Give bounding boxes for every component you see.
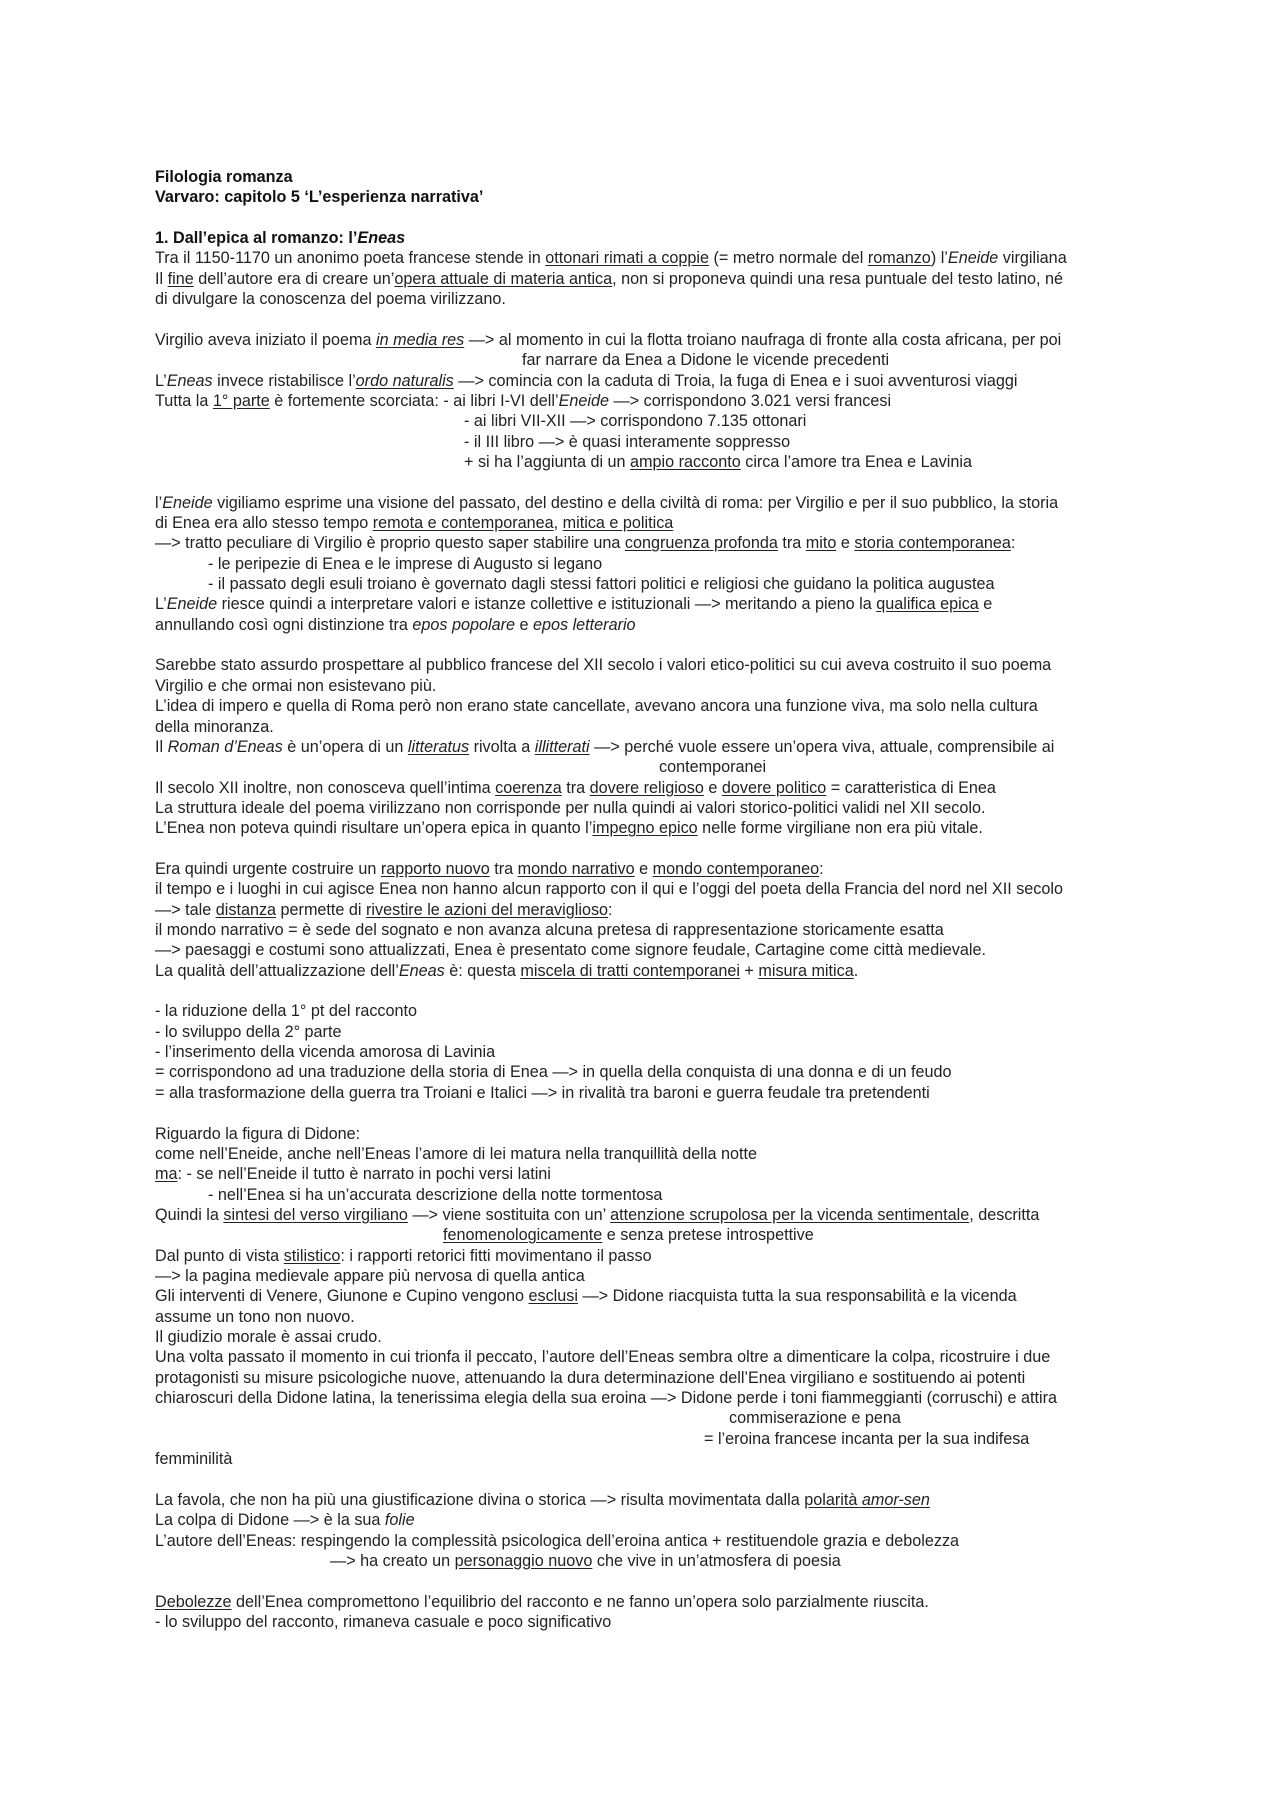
text-line xyxy=(155,1592,929,1612)
text-segment: La struttura ideale del poema virilizzano non corrisponde per nulla quindi ai valori storico-politici validi nel XII secolo. xyxy=(155,798,986,817)
text-segment: ) l’ xyxy=(930,249,948,268)
text-segment: Virgilio e che ormai non esistevano più. xyxy=(155,676,437,695)
text-segment: virgiliana xyxy=(998,249,1067,268)
text-segment: = alla trasformazione della guerra tra Troiani e Italici —> in rivalità tra baroni e guerra feudale tra pretendenti xyxy=(155,1083,930,1102)
text-segment: protagonisti su misure psicologiche nuove, attenuando la dura determinazione dell’Enea virgiliano e sostituendo ai potenti xyxy=(155,1368,1026,1387)
text-line xyxy=(155,1124,360,1144)
text-segment: L’autore dell’Eneas: respingendo la complessità psicologica dell’eroina antica + restituendole grazia e debolezza xyxy=(155,1531,960,1550)
text-segment: invece ristabilisce l’ xyxy=(212,371,356,390)
italic-term: Eneide xyxy=(166,595,218,614)
text-line xyxy=(155,391,891,411)
underlined-term: distanza xyxy=(215,900,277,919)
italic-term: Roman d’Eneas xyxy=(167,737,283,756)
text-segment: , non si proponeva quindi una resa puntuale del testo latino, né xyxy=(612,269,1064,288)
text-segment: è un’opera di un xyxy=(282,737,408,756)
italic-term: epos popolare xyxy=(412,615,515,634)
text-segment: femminilità xyxy=(155,1450,233,1469)
text-line xyxy=(704,1429,1029,1449)
text-segment: : xyxy=(608,900,613,919)
text-segment: è fortemente scorciata: - ai libri I-VI dell’ xyxy=(269,391,559,410)
text-segment: La colpa di Didone —> è la sua xyxy=(155,1511,385,1530)
underlined-term: romanzo xyxy=(867,249,931,268)
text-segment: - le peripezie di Enea e le imprese di Augusto si legano xyxy=(208,554,603,573)
text-line xyxy=(155,1144,757,1164)
text-line xyxy=(155,1062,951,1082)
text-segment: come nell’Eneide, anche nell’Eneas l’amore di lei matura nella tranquillità della notte xyxy=(155,1144,757,1163)
text-segment: —> viene sostituita con un’ xyxy=(407,1205,611,1224)
text-segment: = caratteristica di Enea xyxy=(826,778,996,797)
text-line xyxy=(155,859,824,879)
text-segment: riesce quindi a interpretare valori e istanze collettive e istituzionali —> meritando a pieno la xyxy=(217,595,877,614)
text-segment: Virgilio aveva iniziato il poema xyxy=(155,330,377,349)
text-segment: - il passato degli esuli troiano è governato dagli stessi fattori politici e religiosi che guidano la politica augustea xyxy=(208,575,995,593)
text-segment: La favola, che non ha più una giustificazione divina o storica —> risulta movimentata dalla xyxy=(155,1490,805,1509)
text-segment: nelle forme virgiliane non era più vitale. xyxy=(697,819,983,838)
text-line xyxy=(464,411,806,431)
underlined-term: ma xyxy=(155,1165,178,1184)
text-line xyxy=(155,1449,232,1469)
text-line xyxy=(155,1205,1039,1225)
text-line xyxy=(208,1185,662,1205)
text-segment: dell’Enea compromettono l’equilibrio del racconto e ne fanno un’opera solo parzialmente riuscita. xyxy=(231,1592,929,1611)
text-line xyxy=(155,1612,611,1632)
italic-term: Eneas xyxy=(166,371,213,390)
text-line xyxy=(155,228,405,248)
text-line xyxy=(155,1022,341,1042)
underlined-term: congruenza profonda xyxy=(624,534,778,553)
text-line xyxy=(155,1001,417,1021)
underlined-term: dovere politico xyxy=(721,778,827,797)
text-segment: Tutta la xyxy=(155,391,213,410)
underlined-term: personaggio nuovo xyxy=(454,1551,593,1570)
text-segment: dell’autore era di creare un’ xyxy=(193,269,395,288)
text-line xyxy=(155,1490,930,1510)
italic-term: epos letterario xyxy=(532,615,636,634)
text-line xyxy=(155,289,506,309)
text-segment: , descritta xyxy=(969,1205,1040,1224)
text-segment: Era quindi urgente costruire un xyxy=(155,859,381,878)
text-line xyxy=(155,533,1015,553)
text-segment: - ai libri VII-XII —> corrispondono 7.135 ottonari xyxy=(464,412,807,431)
text-segment: —> al momento in cui la flotta troiano naufraga di fronte alla costa africana, per poi xyxy=(464,330,1062,349)
text-segment: Tra il 1150-1170 un anonimo poeta francese stende in xyxy=(155,249,546,268)
text-line xyxy=(464,452,972,472)
text-segment: : i rapporti retorici fitti movimentano il passo xyxy=(340,1246,652,1265)
text-segment: + si ha l’aggiunta di un xyxy=(464,452,631,471)
text-segment: vigiliamo esprime una visione del passato, del destino e della civiltà di roma: per Virgilio e per il suo pubblico, la storia xyxy=(212,493,1059,512)
text-segment: —> ha creato un xyxy=(330,1551,455,1570)
underlined-term: mondo narrativo xyxy=(517,859,635,878)
text-segment: e xyxy=(978,595,993,614)
text-segment: assume un tono non nuovo. xyxy=(155,1307,355,1326)
text-segment: = corrispondono ad una traduzione della storia di Enea —> in quella della conquista di una donna e di un feudo xyxy=(155,1063,952,1082)
underlined-term: ordo naturalis xyxy=(355,371,454,390)
text-line xyxy=(443,1225,814,1245)
italic-term: Eneide xyxy=(947,249,999,268)
text-line xyxy=(155,269,1063,289)
underlined-term: amor-sen xyxy=(861,1490,930,1509)
underlined-term: stilistico xyxy=(283,1246,341,1265)
text-segment: L’idea di impero e quella di Roma però non erano state cancellate, avevano ancora una funzione viva, ma solo nella cultura xyxy=(155,697,1038,716)
text-segment: l’ xyxy=(155,493,163,512)
text-segment: : xyxy=(1010,534,1016,553)
text-line xyxy=(155,248,1067,268)
text-segment: —> la pagina medievale appare più nervosa di quella antica xyxy=(155,1266,585,1285)
underlined-term: sintesi del verso virgiliano xyxy=(223,1205,408,1224)
text-segment: L’Enea non poteva quindi risultare un’opera epica in quanto l’ xyxy=(155,819,593,838)
text-line xyxy=(155,798,986,818)
text-line xyxy=(155,1246,652,1266)
underlined-term: remota e contemporanea xyxy=(372,514,554,532)
text-segment: tra xyxy=(489,859,518,878)
text-segment: Sarebbe stato assurdo prospettare al pubblico francese del XII secolo i valori etico-politici su cui aveva costruito il suo poema xyxy=(155,656,1052,675)
text-segment: —> perché vuole essere un’opera viva, attuale, comprensibile ai xyxy=(589,737,1055,756)
text-line xyxy=(659,757,766,777)
text-segment: e xyxy=(703,778,722,797)
text-segment: 1. Dall’epica al romanzo: l’ xyxy=(155,229,358,248)
text-segment: - la riduzione della 1° pt del racconto xyxy=(155,1002,418,1021)
text-line xyxy=(155,187,483,207)
text-line xyxy=(155,493,1058,513)
text-line xyxy=(155,513,673,533)
text-segment: commiserazione e pena xyxy=(729,1409,901,1428)
italic-term: folie xyxy=(384,1511,415,1530)
text-line xyxy=(155,940,986,960)
text-segment: —> paesaggi e costumi sono attualizzati, Enea è presentato come signore feudale, Cartagine come città medievale. xyxy=(155,941,986,960)
underlined-term: storia contemporanea xyxy=(854,534,1011,553)
text-segment: —> comincia con la caduta di Troia, la fuga di Enea e i suoi avventurosi viaggi xyxy=(453,371,1018,390)
text-line xyxy=(155,1307,355,1327)
text-line xyxy=(155,615,636,635)
underlined-term: attenzione scrupolosa per la vicenda sentimentale xyxy=(610,1205,970,1224)
underlined-term: litteratus xyxy=(407,737,470,756)
text-segment: il mondo narrativo = è sede del sognato e non avanza alcuna pretesa di rappresentazione storicamente esatta xyxy=(155,921,944,939)
text-line xyxy=(155,1388,1057,1408)
text-segment: - lo sviluppo della 2° parte xyxy=(155,1022,342,1041)
text-line xyxy=(155,1368,1025,1388)
text-line xyxy=(464,432,790,452)
underlined-term: opera attuale di materia antica xyxy=(394,269,613,288)
text-segment: , xyxy=(553,514,563,532)
text-segment: Riguardo la figura di Didone: xyxy=(155,1124,361,1143)
underlined-term: mitica e politica xyxy=(562,514,674,532)
text-segment: . xyxy=(853,961,859,980)
text-segment: : xyxy=(819,859,824,878)
text-line xyxy=(155,778,996,798)
text-line xyxy=(155,1531,959,1551)
text-line xyxy=(155,1510,415,1530)
underlined-term: in media res xyxy=(376,330,465,349)
text-line xyxy=(155,900,613,920)
text-line xyxy=(155,167,293,187)
text-segment: il tempo e i luoghi in cui agisce Enea non hanno alcun rapporto con il qui e l’oggi del poeta della Francia del nord nel XII secolo xyxy=(155,880,1063,899)
underlined-term: ampio racconto xyxy=(630,452,741,471)
text-line xyxy=(522,350,889,370)
text-line xyxy=(155,1327,382,1347)
text-line xyxy=(155,1164,551,1184)
text-line xyxy=(155,594,992,614)
text-line xyxy=(729,1408,901,1428)
text-segment: e xyxy=(514,615,533,634)
text-line xyxy=(155,1266,585,1286)
text-segment: e xyxy=(836,534,855,553)
text-segment: : - se nell’Eneide il tutto è narrato in pochi versi latini xyxy=(177,1165,551,1184)
underlined-term: qualifica epica xyxy=(876,595,979,614)
text-segment: Gli interventi di Venere, Giunone e Cupino vengono xyxy=(155,1287,529,1306)
text-segment: —> tratto peculiare di Virgilio è proprio questo saper stabilire una xyxy=(155,534,625,553)
text-segment: Il giudizio morale è assai crudo. xyxy=(155,1328,382,1346)
text-segment: Filologia romanza xyxy=(155,168,293,186)
underlined-term: fine xyxy=(167,269,194,288)
text-line xyxy=(208,574,994,594)
text-line xyxy=(155,920,944,940)
text-segment: —> tale xyxy=(155,900,216,919)
underlined-term: Debolezze xyxy=(155,1592,232,1611)
text-segment: Varvaro: capitolo 5 ‘L’esperienza narrativa’ xyxy=(155,188,484,207)
text-segment: Il xyxy=(155,737,168,756)
text-segment: Una volta passato il momento in cui trionfa il peccato, l’autore dell’Eneas sembra oltre a dimenticare la colpa, ricostruire i due xyxy=(155,1348,1051,1367)
text-line xyxy=(155,330,1061,350)
text-line xyxy=(155,1286,1017,1306)
text-segment: della minoranza. xyxy=(155,717,274,736)
underlined-term: miscela di tratti contemporanei xyxy=(520,961,740,980)
underlined-term: esclusi xyxy=(528,1287,578,1306)
text-segment: - il III libro —> è quasi interamente soppresso xyxy=(464,432,791,451)
italic-term: Eneas xyxy=(398,961,445,980)
underlined-term: coerenza xyxy=(495,778,562,797)
text-segment: L’ xyxy=(155,371,167,390)
text-line xyxy=(155,1083,930,1103)
text-line xyxy=(155,1042,495,1062)
underlined-term: misura mitica xyxy=(758,961,854,980)
text-segment: e senza pretese introspettive xyxy=(602,1226,814,1245)
text-segment: Il xyxy=(155,269,168,288)
text-segment: - nell’Enea si ha un’accurata descrizione della notte tormentosa xyxy=(208,1185,663,1204)
text-segment: rivolta a xyxy=(469,737,535,756)
text-segment: chiaroscuri della Didone latina, la tenerissima elegia della sua eroina —> Didone perde i toni fiammeggianti (corruschi) e attira xyxy=(155,1389,1058,1407)
text-segment: Dal punto di vista xyxy=(155,1246,284,1265)
text-line xyxy=(155,961,858,981)
text-segment: tra xyxy=(777,534,806,553)
text-line xyxy=(330,1551,841,1571)
text-segment: + xyxy=(739,961,759,980)
text-line xyxy=(155,655,1051,675)
text-line xyxy=(155,371,1018,391)
underlined-term: mondo contemporaneo xyxy=(652,859,820,878)
text-segment: permette di xyxy=(276,900,367,919)
text-line xyxy=(155,737,1054,757)
text-line xyxy=(155,818,983,838)
underlined-term: rapporto nuovo xyxy=(380,859,490,878)
underlined-term: polarità xyxy=(804,1490,862,1509)
italic-term: Eneide xyxy=(162,493,213,512)
text-segment: - lo sviluppo del racconto, rimaneva casuale e poco significativo xyxy=(155,1612,612,1631)
text-segment: Il secolo XII inoltre, non conosceva quell’intima xyxy=(155,778,496,797)
text-segment: annullando così ogni distinzione tra xyxy=(155,615,413,634)
text-segment: —> Didone riacquista tutta la sua responsabilità e la vicenda xyxy=(577,1287,1017,1306)
italic-term: Eneas xyxy=(357,229,406,248)
text-segment: = l’eroina francese incanta per la sua indifesa xyxy=(704,1429,1030,1448)
text-line xyxy=(208,554,602,574)
text-segment: tra xyxy=(561,778,590,797)
text-line xyxy=(155,717,274,737)
underlined-term: impegno epico xyxy=(592,819,698,838)
underlined-term: mito xyxy=(805,534,837,553)
underlined-term: dovere religioso xyxy=(589,778,704,797)
text-line xyxy=(155,1347,1050,1367)
text-segment: far narrare da Enea a Didone le vicende precedenti xyxy=(522,351,890,370)
text-segment: contemporanei xyxy=(659,758,767,777)
underlined-term: rivestire le azioni del meraviglioso xyxy=(366,900,609,919)
text-segment: L’ xyxy=(155,595,167,614)
italic-term: Eneide xyxy=(558,391,609,410)
text-segment: Quindi la xyxy=(155,1205,224,1224)
underlined-term: ottonari rimati a coppie xyxy=(545,249,710,268)
text-segment: - l’inserimento della vicenda amorosa di Lavinia xyxy=(155,1043,496,1062)
text-segment: è: questa xyxy=(444,961,521,980)
text-segment: circa l’amore tra Enea e Lavinia xyxy=(740,452,972,471)
text-line xyxy=(155,696,1038,716)
underlined-term: illitterati xyxy=(534,737,590,756)
text-segment: (= metro normale del xyxy=(709,249,868,268)
text-segment: che vive in un’atmosfera di poesia xyxy=(592,1551,841,1570)
underlined-term: 1° parte xyxy=(212,391,270,410)
text-line xyxy=(155,676,436,696)
text-segment: e xyxy=(634,859,653,878)
text-segment: La qualità dell’attualizzazione dell’ xyxy=(155,961,399,980)
underlined-term: fenomenologicamente xyxy=(443,1226,603,1245)
text-segment: di Enea era allo stesso tempo xyxy=(155,514,373,532)
text-segment: —> corrispondono 3.021 versi francesi xyxy=(608,391,892,410)
text-segment: di divulgare la conoscenza del poema virilizzano. xyxy=(155,290,506,309)
text-line xyxy=(155,879,1063,899)
